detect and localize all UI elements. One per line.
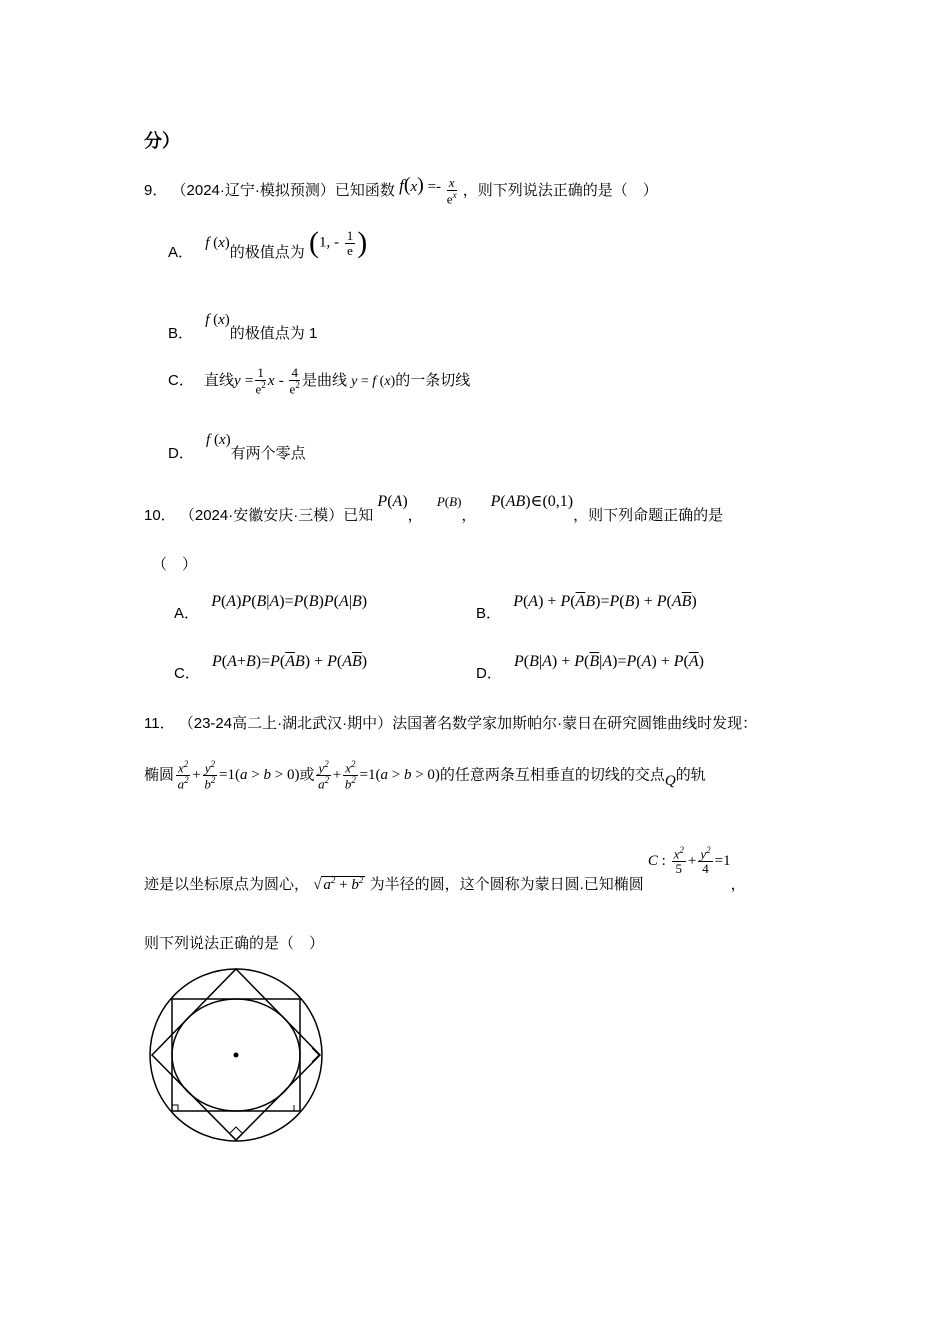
- option-label: B．: [168, 325, 194, 342]
- q9-stem-post: ，则下列说法正确的是（ ）: [462, 181, 658, 199]
- q9-b-text: 的极值点为 1: [229, 325, 318, 342]
- q9-d-expr: f (x): [206, 432, 231, 448]
- option-label: C．: [174, 665, 200, 682]
- q11-ellipse1: $\frac{x^2}{a^2}$ + $\frac{y^2}{b^2}$ =1(a > b > 0): [177, 759, 300, 792]
- option-label: D．: [168, 445, 194, 462]
- q11-ellipse-c: C : $\frac{x^2}{5}$ + $\frac{y^2}{4}$ =1: [647, 845, 731, 876]
- q10-a-expr: P(A)P(B|A)=P(B)P(A|B): [211, 593, 368, 610]
- header-fragment: 分）: [144, 131, 180, 151]
- q11-or: 或: [299, 766, 315, 784]
- q9-option-a[interactable]: [168, 226, 367, 260]
- q10-option-a[interactable]: [174, 590, 368, 622]
- q9-source: （2024·辽宁·模拟预测）: [171, 181, 335, 199]
- q10-expr-pab: P(AB)∈(0,1): [490, 493, 574, 510]
- q9-option-d[interactable]: [168, 428, 306, 462]
- q10-option-b[interactable]: [476, 590, 697, 622]
- q9-stem: [144, 173, 658, 206]
- q11-point: Q: [664, 773, 676, 790]
- q10-b-expr: $P(A) + P(\overline{A}B)=P(B) + P(A\overline{B})$: [513, 593, 697, 610]
- q9-a-point: (1, - $\frac{1}{e}$ ): [308, 226, 368, 259]
- q10-c-expr: $P(A+B)=P(\overline{A}B) + P(A\overline{B})$: [212, 653, 368, 670]
- q11-number: 11．: [144, 715, 175, 732]
- q11-line4: 则下列说法正确的是（ ）: [144, 935, 325, 952]
- q9-c-text: 的一条切线: [395, 371, 471, 389]
- q10-paren: （ ）: [152, 556, 198, 573]
- q10-expr-pa: P(A): [377, 493, 408, 510]
- option-label: C．: [168, 371, 194, 389]
- q9-b-expr: f (x): [205, 312, 230, 328]
- q9-number: 9．: [144, 181, 168, 199]
- option-label: B．: [476, 605, 502, 622]
- q10-number: 10．: [144, 507, 176, 524]
- option-label: D．: [476, 665, 502, 682]
- q11-ellipse2: $\frac{y^2}{a^2}$ + $\frac{x^2}{b^2}$ =1(a > b > 0): [318, 759, 440, 792]
- separator: ，: [461, 507, 477, 524]
- q9-d-text: 有两个零点: [230, 445, 306, 462]
- q9-stem-pre: 已知函数: [334, 181, 395, 199]
- q11-radius: √ $a^2 + b^2$: [313, 874, 364, 893]
- q11-line2-post: 的任意两条互相垂直的切线的交点: [439, 766, 665, 784]
- q11-line2-pre: 椭圆: [144, 766, 175, 784]
- q11-line1: 法国著名数学家加斯帕尔·蒙日在研究圆锥曲线时发现：: [392, 715, 758, 732]
- q11-stem-line1: [144, 712, 757, 733]
- q11-line3-end: ，: [730, 875, 746, 893]
- q10-stem: [144, 490, 724, 524]
- q10-expr-pb: P(B): [436, 494, 462, 509]
- q10-option-c[interactable]: [174, 650, 368, 682]
- q9-c-curve-expr: y = f (x): [351, 373, 396, 389]
- q10-stem-pre: 已知: [343, 507, 374, 524]
- origin-point: [234, 1053, 239, 1058]
- option-label: A．: [174, 605, 200, 622]
- q9-a-expr: f (x): [205, 234, 230, 251]
- q9-c-mid: 是曲线: [301, 371, 347, 389]
- q9-option-b[interactable]: [168, 308, 318, 342]
- q9-a-text: 的极值点为: [229, 243, 305, 261]
- q9-function-expression: f(x) =- $\frac{x}{e^x}$: [399, 173, 457, 206]
- separator: ，: [407, 507, 423, 524]
- q10-source: （2024·安徽安庆·三模）: [179, 507, 344, 524]
- q10-d-expr: $P(B|A) + P(\overline{B}|A)=P(A) + P(\overline{A})$: [514, 653, 704, 670]
- q9-option-c[interactable]: [168, 366, 470, 396]
- q11-line2-end: 的轨: [675, 766, 706, 784]
- q10-stem-post: ，则下列命题正确的是: [573, 507, 724, 524]
- q10-option-d[interactable]: [476, 650, 704, 682]
- q11-source: （23-24高二上·湖北武汉·期中）: [178, 715, 393, 732]
- q9-c-line-expr: y = $\frac{1}{e^2}$ x - $\frac{4}{e^2}$: [234, 365, 300, 396]
- option-label: A．: [168, 243, 194, 261]
- q11-line3-mid: 为半径的圆，这个圆称为蒙日圆.已知椭圆: [369, 875, 644, 893]
- monge-circle-figure: [144, 960, 334, 1150]
- q11-stem-line2: [144, 760, 706, 791]
- q11-stem-line3: [144, 845, 746, 893]
- q11-line3-pre: 迹是以坐标原点为圆心，: [144, 875, 310, 893]
- q9-c-pre: 直线: [204, 371, 235, 389]
